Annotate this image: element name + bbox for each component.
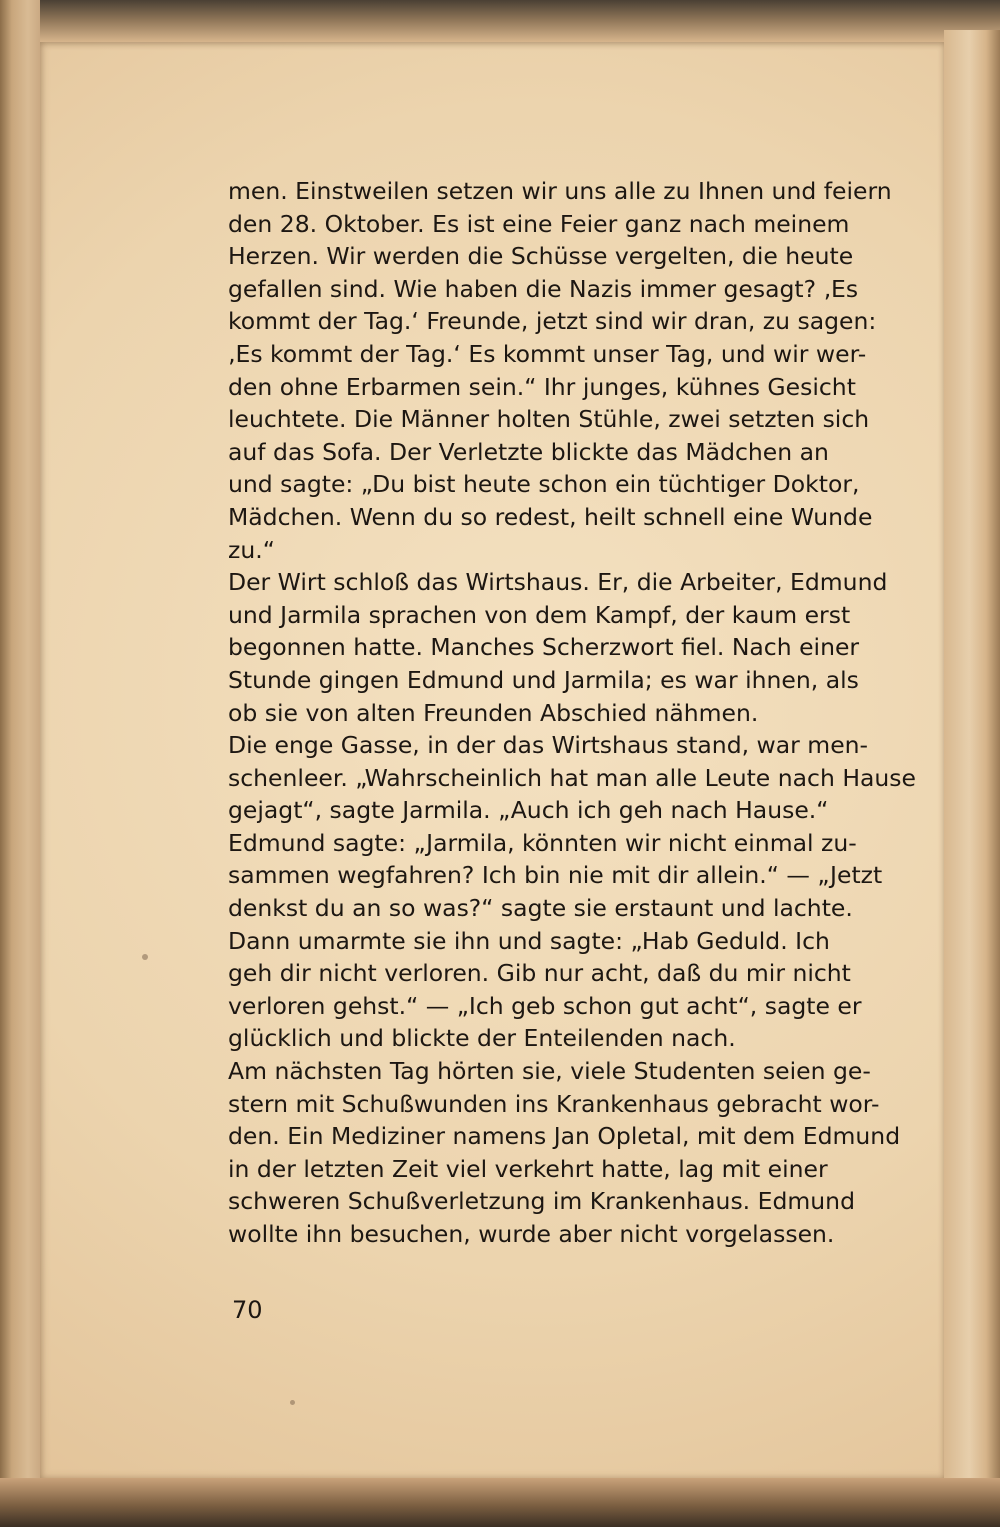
text-line: den. Ein Mediziner namens Jan Opletal, mit dem Edmund	[228, 1122, 901, 1151]
text-line: den 28. Oktober. Es ist eine Feier ganz nach meinem	[228, 209, 850, 238]
text-line: schenleer. „Wahrscheinlich hat man alle Leute nach Hause	[228, 763, 916, 792]
text-line: verloren gehst.“ — „Ich geb schon gut acht“, sagte er	[228, 991, 862, 1020]
text-line: kommt der Tag.‘ Freunde, jetzt sind wir dran, zu sagen:	[228, 307, 877, 336]
text-line: auf das Sofa. Der Verletzte blickte das Mädchen an	[228, 437, 829, 466]
text-line: stern mit Schußwunden ins Krankenhaus gebracht wor-	[228, 1089, 880, 1118]
text-line: Dann umarmte sie ihn und sagte: „Hab Geduld. Ich	[228, 926, 830, 955]
text-line: glücklich und blickte der Enteilenden nach.	[228, 1024, 736, 1053]
text-line: den ohne Erbarmen sein.“ Ihr junges, kühnes Gesicht	[228, 372, 856, 401]
book-top-edge	[0, 0, 1000, 42]
text-line: gefallen sind. Wie haben die Nazis immer gesagt? ‚Es	[228, 274, 859, 303]
text-line: schweren Schußverletzung im Krankenhaus. Edmund	[228, 1187, 855, 1216]
text-line: begonnen hatte. Manches Scherzwort fiel. Nach einer	[228, 633, 860, 662]
text-line: und Jarmila sprachen von dem Kampf, der kaum erst	[228, 600, 851, 629]
text-line: zu.“	[228, 535, 275, 564]
text-line: Mädchen. Wenn du so redest, heilt schnell eine Wunde	[228, 502, 873, 531]
text-line: Herzen. Wir werden die Schüsse vergelten, die heute	[228, 242, 854, 271]
text-line: und sagte: „Du bist heute schon ein tüchtiger Doktor,	[228, 470, 860, 499]
text-line: Stunde gingen Edmund und Jarmila; es war ihnen, als	[228, 665, 859, 694]
text-line: wollte ihn besuchen, wurde aber nicht vorgelassen.	[228, 1220, 835, 1248]
text-line: gejagt“, sagte Jarmila. „Auch ich geh nach Hause.“	[228, 796, 829, 825]
text-line: Der Wirt schloß das Wirtshaus. Er, die Arbeiter, Edmund	[228, 568, 888, 597]
text-line: Am nächsten Tag hörten sie, viele Studenten seien ge-	[228, 1057, 871, 1086]
page-body-text	[228, 175, 916, 1251]
text-line: denkst du an so was?“ sagte sie erstaunt und lachte.	[228, 894, 853, 923]
text-line: in der letzten Zeit viel verkehrt hatte, lag mit einer	[228, 1154, 828, 1183]
text-line: geh dir nicht verloren. Gib nur acht, daß du mir nicht	[228, 959, 851, 988]
text-line: leuchtete. Die Männer holten Stühle, zwei setzten sich	[228, 405, 870, 434]
paper-speck	[290, 1400, 295, 1405]
book-right-edge	[944, 30, 1000, 1490]
text-line: men. Einstweilen setzen wir uns alle zu Ihnen und feiern	[228, 177, 892, 205]
text-line: sammen wegfahren? Ich bin nie mit dir allein.“ — „Jetzt	[228, 861, 883, 890]
page-number: 70	[232, 1296, 263, 1324]
text-line: Edmund sagte: „Jarmila, könnten wir nicht einmal zu-	[228, 828, 857, 857]
book-left-edge	[0, 0, 40, 1527]
paper-speck	[142, 954, 148, 960]
book-bottom-edge	[0, 1478, 1000, 1527]
text-line: ob sie von alten Freunden Abschied nähmen.	[228, 698, 759, 727]
text-line: Die enge Gasse, in der das Wirtshaus stand, war men-	[228, 731, 869, 760]
text-line: ‚Es kommt der Tag.‘ Es kommt unser Tag, und wir wer-	[228, 339, 867, 368]
